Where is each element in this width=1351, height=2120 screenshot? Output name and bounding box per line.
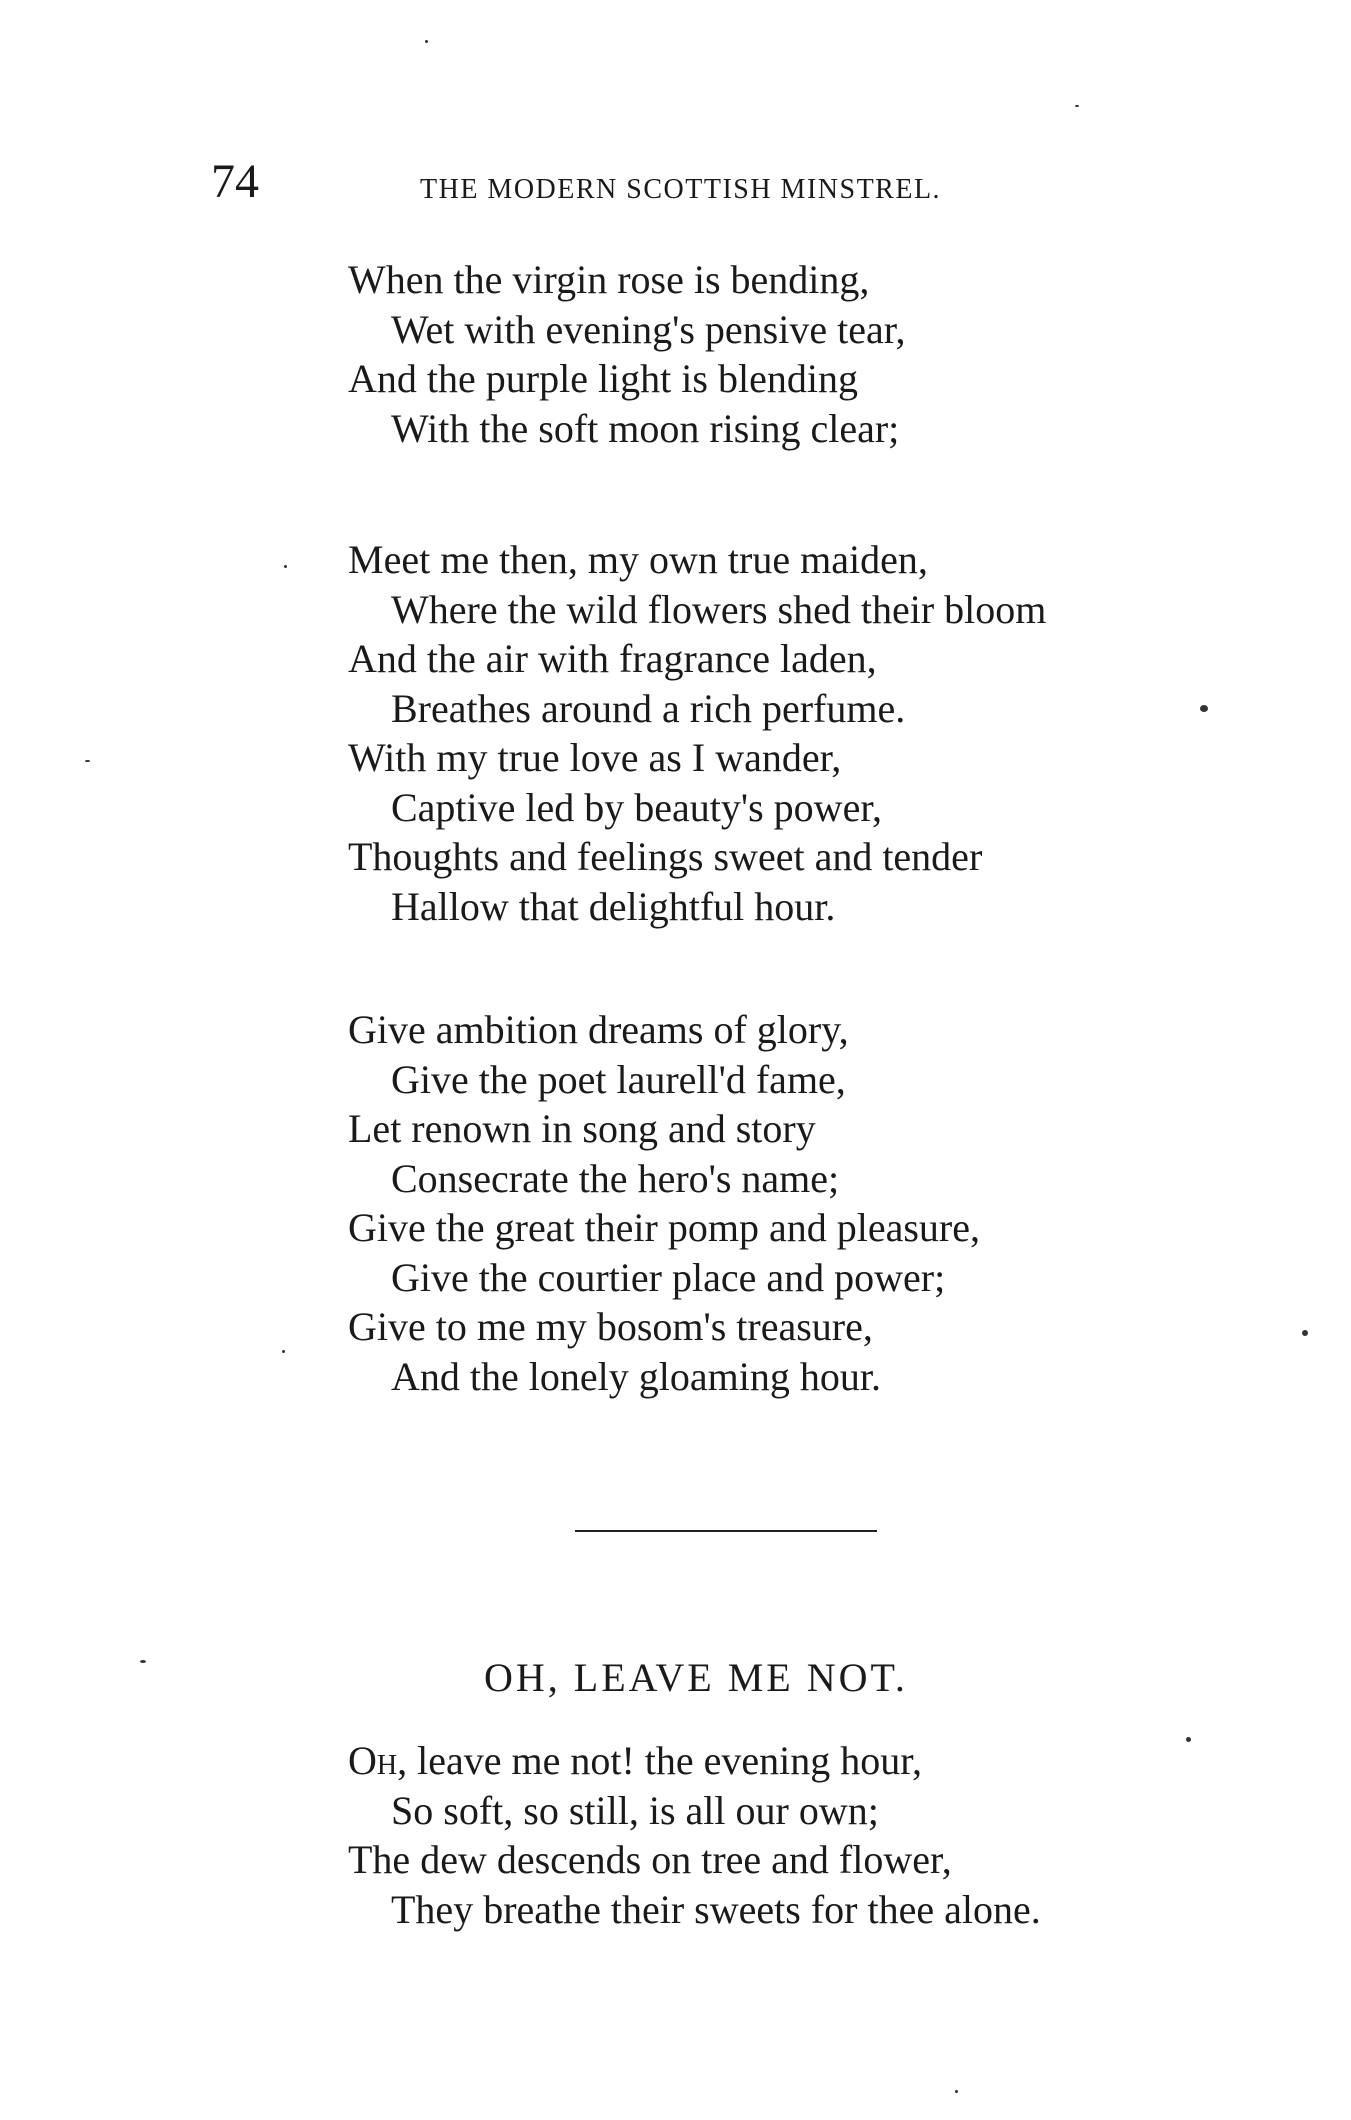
verse-line: Wet with evening's pensive tear,: [391, 306, 906, 352]
initial-smallcap-word: Oh: [348, 1738, 398, 1783]
verse-line: Breathes around a rich perfume.: [391, 685, 906, 731]
verse-line: With the soft moon rising clear;: [391, 405, 900, 451]
stanza-3: [348, 1005, 980, 1401]
running-head: THE MODERN SCOTTISH MINSTREL.: [420, 174, 942, 205]
scan-speck: [85, 760, 90, 762]
verse-line: Give the courtier place and power;: [391, 1254, 946, 1300]
scan-speck: [1186, 1737, 1191, 1742]
verse-line: Consecrate the hero's name;: [391, 1155, 840, 1201]
scan-speck: [955, 2090, 958, 2093]
verse-line: Where the wild flowers shed their bloom: [391, 586, 1047, 632]
verse-line: And the lonely gloaming hour.: [391, 1353, 881, 1399]
scan-speck: [282, 1350, 285, 1353]
verse-line: Meet me then, my own true maiden,: [348, 537, 928, 582]
verse-line: And the air with fragrance laden,: [348, 636, 877, 681]
verse-line: With my true love as I wander,: [348, 735, 842, 780]
verse-line: When the virgin rose is bending,: [348, 257, 870, 302]
stanza-2: [348, 535, 1046, 931]
page-number: 74: [211, 155, 259, 208]
verse-line-first: [348, 1736, 1041, 1786]
scan-speck: [284, 565, 287, 568]
verse-line: Give the great their pomp and pleasure,: [348, 1205, 980, 1250]
stanza-1: [348, 255, 905, 453]
verse-line: And the purple light is blending: [348, 356, 858, 401]
verse-line: Give ambition dreams of glory,: [348, 1007, 849, 1052]
verse-line: Thoughts and feelings sweet and tender: [348, 834, 983, 879]
verse-line: Let renown in song and story: [348, 1106, 816, 1151]
stanza-next-poem: [348, 1736, 1041, 1934]
verse-line: The dew descends on tree and flower,: [348, 1837, 952, 1882]
scan-speck: [1302, 1330, 1308, 1336]
section-divider-rule: [575, 1530, 877, 1532]
scan-speck: [1200, 705, 1208, 712]
first-line-rest: , leave me not! the evening hour,: [397, 1738, 922, 1783]
scan-speck: [425, 40, 428, 43]
verse-line: They breathe their sweets for thee alone.: [391, 1886, 1041, 1932]
verse-line: Give to me my bosom's treasure,: [348, 1304, 873, 1349]
scan-speck: [1075, 105, 1079, 107]
verse-line: So soft, so still, is all our own;: [391, 1787, 879, 1833]
verse-line: Captive led by beauty's power,: [391, 784, 883, 830]
verse-line: Give the poet laurell'd fame,: [391, 1056, 846, 1102]
verse-line: Hallow that delightful hour.: [391, 883, 836, 929]
poem-title: OH, LEAVE ME NOT.: [484, 1655, 908, 1700]
scan-speck: [140, 1660, 146, 1663]
